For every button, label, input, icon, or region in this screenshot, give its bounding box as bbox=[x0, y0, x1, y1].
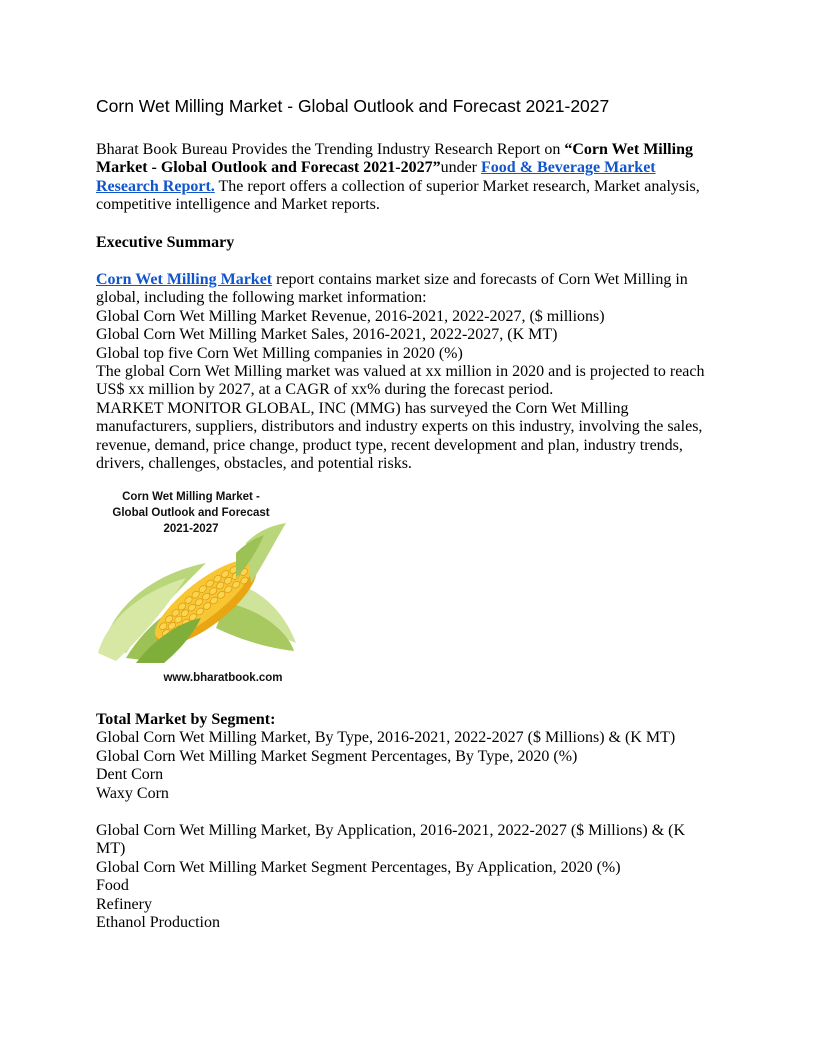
summary-intro-text: report contains market size and forecasts of Corn Wet Milling in global, including the following market information: bbox=[96, 271, 688, 307]
intro-under: under bbox=[440, 159, 482, 177]
application-item-ethanol: Ethanol Production bbox=[96, 914, 220, 932]
intro-prefix: Bharat Book Bureau Provides the Trending Industry Research Report on bbox=[96, 141, 565, 158]
application-item-refinery: Refinery bbox=[96, 895, 152, 913]
segment-item-waxy-corn: Waxy Corn bbox=[96, 784, 169, 802]
executive-summary bbox=[96, 271, 720, 473]
valuation-paragraph: The global Corn Wet Milling market was valued at xx million in 2020 and is projected to reach US$ xx million by 2027, at a CAGR of xx% during the forecast period. bbox=[96, 363, 705, 399]
report-cover-image bbox=[96, 489, 302, 689]
summary-line: Global Corn Wet Milling Market Sales, 2016-2021, 2022-2027, (K MT) bbox=[96, 326, 558, 344]
application-line: Global Corn Wet Milling Market Segment Percentages, By Application, 2020 (%) bbox=[96, 858, 621, 876]
page-title: Corn Wet Milling Market - Global Outlook and Forecast 2021-2027 bbox=[96, 96, 610, 116]
cover-title: Corn Wet Milling Market - Global Outlook and Forecast 2021-2027 bbox=[112, 491, 270, 535]
intro-paragraph bbox=[96, 141, 720, 215]
segment-section bbox=[96, 711, 720, 803]
summary-line: Global Corn Wet Milling Market Revenue, 2016-2021, 2022-2027, ($ millions) bbox=[96, 307, 605, 325]
survey-paragraph: MARKET MONITOR GLOBAL, INC (MMG) has surveyed the Corn Wet Milling manufacturers, suppliers, distributors and industry experts on this industry, involving the sales, revenue, demand, price change, product type, recent development and plan, industry trends, drivers, challenges, obstacles, and potential risks. bbox=[96, 399, 703, 473]
executive-summary-heading: Executive Summary bbox=[96, 234, 235, 251]
segment-heading: Total Market by Segment: bbox=[96, 711, 276, 728]
segment-item-dent-corn: Dent Corn bbox=[96, 766, 164, 784]
corn-wet-milling-market-link[interactable]: Corn Wet Milling Market bbox=[96, 271, 273, 288]
summary-line: Global top five Corn Wet Milling companies in 2020 (%) bbox=[96, 344, 463, 362]
intro-report-title: “Corn Wet Milling Market - Global Outlook and Forecast 2021-2027” bbox=[96, 141, 693, 177]
cover-url: www.bharatbook.com bbox=[163, 672, 283, 684]
segment-line: Global Corn Wet Milling Market, By Type, 2016-2021, 2022-2027 ($ Millions) & (K MT) bbox=[96, 729, 676, 747]
application-item-food: Food bbox=[96, 877, 129, 895]
application-section bbox=[96, 822, 720, 932]
intro-suffix: The report offers a collection of superior Market research, Market analysis, competitive intelligence and Market reports. bbox=[96, 177, 700, 214]
segment-line: Global Corn Wet Milling Market Segment Percentages, By Type, 2020 (%) bbox=[96, 747, 578, 765]
corn-cob-icon bbox=[96, 523, 302, 663]
application-line: Global Corn Wet Milling Market, By Application, 2016-2021, 2022-2027 ($ Millions) & (K MT) bbox=[96, 822, 686, 858]
food-beverage-report-link[interactable]: Food & Beverage Market Research Report. bbox=[96, 159, 656, 195]
